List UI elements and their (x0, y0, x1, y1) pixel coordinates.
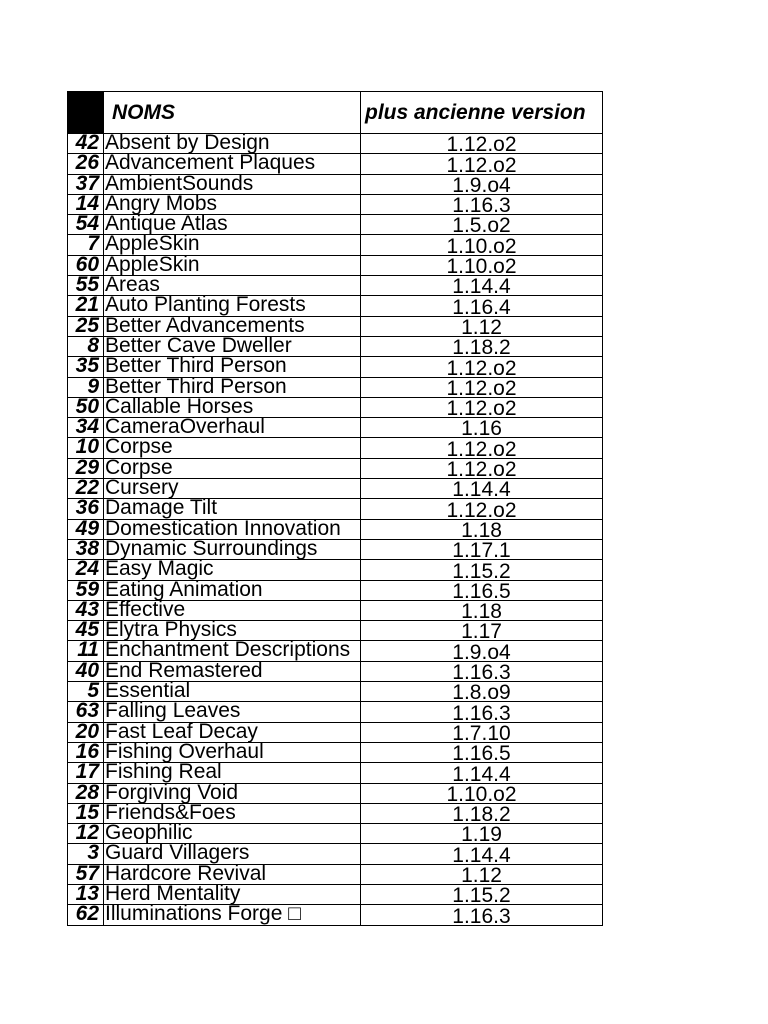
row-name-cell[interactable]: Geophilic (104, 824, 361, 844)
row-name-cell[interactable]: Damage Tilt (104, 499, 361, 519)
row-version-cell[interactable]: 1.12.o2 (361, 458, 603, 478)
row-name-cell[interactable]: Cursery (104, 479, 361, 499)
row-name-cell[interactable]: Advancement Plaques (104, 154, 361, 174)
row-version-cell[interactable]: 1.12.o2 (361, 499, 603, 519)
row-id-cell[interactable]: 16 (68, 742, 104, 762)
row-version-cell[interactable]: 1.9.o4 (361, 641, 603, 661)
table-row (68, 905, 603, 925)
row-name-cell[interactable]: Easy Magic (104, 560, 361, 580)
row-version-cell[interactable]: 1.14.4 (361, 479, 603, 499)
row-name-cell[interactable]: Better Advancements (104, 316, 361, 336)
row-version-cell[interactable]: 1.17.1 (361, 539, 603, 559)
row-version-cell[interactable]: 1.15.2 (361, 884, 603, 904)
header-name-cell[interactable]: NOMS (104, 92, 361, 134)
row-version-cell[interactable]: 1.12.o2 (361, 154, 603, 174)
table-row (68, 336, 603, 356)
row-id-cell[interactable]: 59 (68, 580, 104, 600)
table-row (68, 397, 603, 417)
row-id-cell[interactable]: 29 (68, 458, 104, 478)
table-row (68, 539, 603, 559)
row-version-cell[interactable]: 1.18 (361, 519, 603, 539)
row-version-cell[interactable]: 1.14.4 (361, 763, 603, 783)
table-row (68, 438, 603, 458)
row-name-cell[interactable]: Enchantment Descriptions (104, 641, 361, 661)
row-id-cell[interactable]: 13 (68, 884, 104, 904)
row-version-cell[interactable]: 1.12.o2 (361, 438, 603, 458)
table-row (68, 702, 603, 722)
row-version-cell[interactable]: 1.5.o2 (361, 215, 603, 235)
row-id-cell[interactable]: 12 (68, 824, 104, 844)
table-row (68, 884, 603, 904)
row-name-cell[interactable]: Guard Villagers (104, 844, 361, 864)
row-name-cell[interactable]: Corpse (104, 458, 361, 478)
header-id-cell[interactable] (68, 92, 104, 134)
table-row (68, 377, 603, 397)
table-row (68, 844, 603, 864)
table-row (68, 661, 603, 681)
row-version-cell[interactable]: 1.12.o2 (361, 357, 603, 377)
row-id-cell[interactable]: 17 (68, 763, 104, 783)
row-name-cell[interactable]: Friends&Foes (104, 803, 361, 823)
row-version-cell[interactable]: 1.12.o2 (361, 397, 603, 417)
row-version-cell[interactable]: 1.7.10 (361, 722, 603, 742)
table-row (68, 357, 603, 377)
row-version-cell[interactable]: 1.14.4 (361, 844, 603, 864)
row-id-cell[interactable]: 35 (68, 357, 104, 377)
row-version-cell[interactable]: 1.15.2 (361, 560, 603, 580)
row-id-cell[interactable]: 14 (68, 194, 104, 214)
row-name-cell[interactable]: Illuminations Forge □ (104, 905, 361, 925)
table-body (68, 134, 603, 926)
header-version-cell[interactable]: plus ancienne version (361, 92, 603, 134)
row-version-cell[interactable]: 1.17 (361, 621, 603, 641)
row-id-cell[interactable]: 55 (68, 276, 104, 296)
row-id-cell[interactable]: 22 (68, 479, 104, 499)
row-id-cell[interactable]: 40 (68, 661, 104, 681)
table-row (68, 763, 603, 783)
table-row (68, 864, 603, 884)
row-name-cell[interactable]: End Remastered (104, 661, 361, 681)
row-name-cell[interactable]: AppleSkin (104, 255, 361, 275)
row-name-cell[interactable]: Forgiving Void (104, 783, 361, 803)
row-name-cell[interactable]: Effective (104, 600, 361, 620)
row-name-cell[interactable]: AmbientSounds (104, 174, 361, 194)
row-name-cell[interactable]: Absent by Design (104, 134, 361, 154)
row-version-cell[interactable]: 1.16.3 (361, 194, 603, 214)
row-id-cell[interactable]: 25 (68, 316, 104, 336)
row-version-cell[interactable]: 1.10.o2 (361, 255, 603, 275)
row-version-cell[interactable]: 1.9.o4 (361, 174, 603, 194)
row-id-cell[interactable]: 42 (68, 134, 104, 154)
row-name-cell[interactable]: Better Third Person (104, 377, 361, 397)
table-row (68, 458, 603, 478)
table-row (68, 134, 603, 154)
table-row (68, 154, 603, 174)
row-id-cell[interactable]: 63 (68, 702, 104, 722)
row-version-cell[interactable]: 1.8.o9 (361, 682, 603, 702)
row-name-cell[interactable]: Areas (104, 276, 361, 296)
row-id-cell[interactable]: 45 (68, 621, 104, 641)
row-version-cell[interactable]: 1.12 (361, 864, 603, 884)
row-version-cell[interactable]: 1.18.2 (361, 336, 603, 356)
row-name-cell[interactable]: Essential (104, 682, 361, 702)
table-row (68, 296, 603, 316)
row-version-cell[interactable]: 1.18 (361, 600, 603, 620)
row-version-cell[interactable]: 1.10.o2 (361, 783, 603, 803)
row-id-cell[interactable]: 7 (68, 235, 104, 255)
table-row (68, 276, 603, 296)
table-row (68, 560, 603, 580)
row-id-cell[interactable]: 15 (68, 803, 104, 823)
row-name-cell[interactable]: Corpse (104, 438, 361, 458)
row-id-cell[interactable]: 62 (68, 905, 104, 925)
table-row (68, 215, 603, 235)
row-id-cell[interactable]: 20 (68, 722, 104, 742)
row-version-cell[interactable]: 1.18.2 (361, 803, 603, 823)
row-name-cell[interactable]: Fishing Overhaul (104, 742, 361, 762)
row-id-cell[interactable]: 37 (68, 174, 104, 194)
table-row (68, 641, 603, 661)
row-id-cell[interactable]: 5 (68, 682, 104, 702)
row-id-cell[interactable]: 60 (68, 255, 104, 275)
row-name-cell[interactable]: CameraOverhaul (104, 418, 361, 438)
row-id-cell[interactable]: 38 (68, 539, 104, 559)
row-name-cell[interactable]: Herd Mentality (104, 884, 361, 904)
row-id-cell[interactable]: 43 (68, 600, 104, 620)
table-row (68, 682, 603, 702)
row-version-cell[interactable]: 1.10.o2 (361, 235, 603, 255)
row-version-cell[interactable]: 1.12 (361, 316, 603, 336)
row-name-cell[interactable]: Antique Atlas (104, 215, 361, 235)
row-name-cell[interactable]: Better Third Person (104, 357, 361, 377)
row-name-cell[interactable]: Elytra Physics (104, 621, 361, 641)
table-row (68, 519, 603, 539)
row-id-cell[interactable]: 11 (68, 641, 104, 661)
row-id-cell[interactable]: 26 (68, 154, 104, 174)
row-version-cell[interactable]: 1.16 (361, 418, 603, 438)
row-name-cell[interactable]: Hardcore Revival (104, 864, 361, 884)
table-row (68, 235, 603, 255)
table-row (68, 621, 603, 641)
header-row (68, 92, 603, 134)
row-id-cell[interactable]: 36 (68, 499, 104, 519)
row-id-cell[interactable]: 10 (68, 438, 104, 458)
row-name-cell[interactable]: Angry Mobs (104, 194, 361, 214)
row-name-cell[interactable]: Callable Horses (104, 397, 361, 417)
row-id-cell[interactable]: 9 (68, 377, 104, 397)
row-id-cell[interactable]: 49 (68, 519, 104, 539)
table-row (68, 803, 603, 823)
row-name-cell[interactable]: Falling Leaves (104, 702, 361, 722)
table-row (68, 783, 603, 803)
row-id-cell[interactable]: 28 (68, 783, 104, 803)
row-version-cell[interactable]: 1.12.o2 (361, 377, 603, 397)
table-row (68, 580, 603, 600)
row-name-cell[interactable]: Fast Leaf Decay (104, 722, 361, 742)
table-row (68, 255, 603, 275)
table-row (68, 722, 603, 742)
table-row (68, 824, 603, 844)
table-row (68, 174, 603, 194)
row-id-cell[interactable]: 57 (68, 864, 104, 884)
table-row (68, 316, 603, 336)
row-id-cell[interactable]: 24 (68, 560, 104, 580)
table-row (68, 194, 603, 214)
row-id-cell[interactable]: 34 (68, 418, 104, 438)
table-row (68, 499, 603, 519)
row-version-cell[interactable]: 1.16.5 (361, 580, 603, 600)
row-name-cell[interactable]: Auto Planting Forests (104, 296, 361, 316)
row-version-cell[interactable]: 1.16.3 (361, 702, 603, 722)
row-name-cell[interactable]: Fishing Real (104, 763, 361, 783)
row-id-cell[interactable]: 54 (68, 215, 104, 235)
row-name-cell[interactable]: Domestication Innovation (104, 519, 361, 539)
row-version-cell[interactable]: 1.19 (361, 824, 603, 844)
row-id-cell[interactable]: 50 (68, 397, 104, 417)
row-version-cell[interactable]: 1.16.4 (361, 296, 603, 316)
table-row (68, 742, 603, 762)
row-id-cell[interactable]: 8 (68, 336, 104, 356)
spreadsheet-table (67, 91, 603, 926)
row-version-cell[interactable]: 1.12.o2 (361, 134, 603, 154)
table-row (68, 418, 603, 438)
row-version-cell[interactable]: 1.16.3 (361, 661, 603, 681)
row-name-cell[interactable]: Better Cave Dweller (104, 336, 361, 356)
row-version-cell[interactable]: 1.16.3 (361, 905, 603, 925)
row-name-cell[interactable]: Dynamic Surroundings (104, 539, 361, 559)
row-version-cell[interactable]: 1.16.5 (361, 742, 603, 762)
table-row (68, 479, 603, 499)
row-id-cell[interactable]: 3 (68, 844, 104, 864)
row-id-cell[interactable]: 21 (68, 296, 104, 316)
row-version-cell[interactable]: 1.14.4 (361, 276, 603, 296)
row-name-cell[interactable]: AppleSkin (104, 235, 361, 255)
row-name-cell[interactable]: Eating Animation (104, 580, 361, 600)
table-row (68, 600, 603, 620)
